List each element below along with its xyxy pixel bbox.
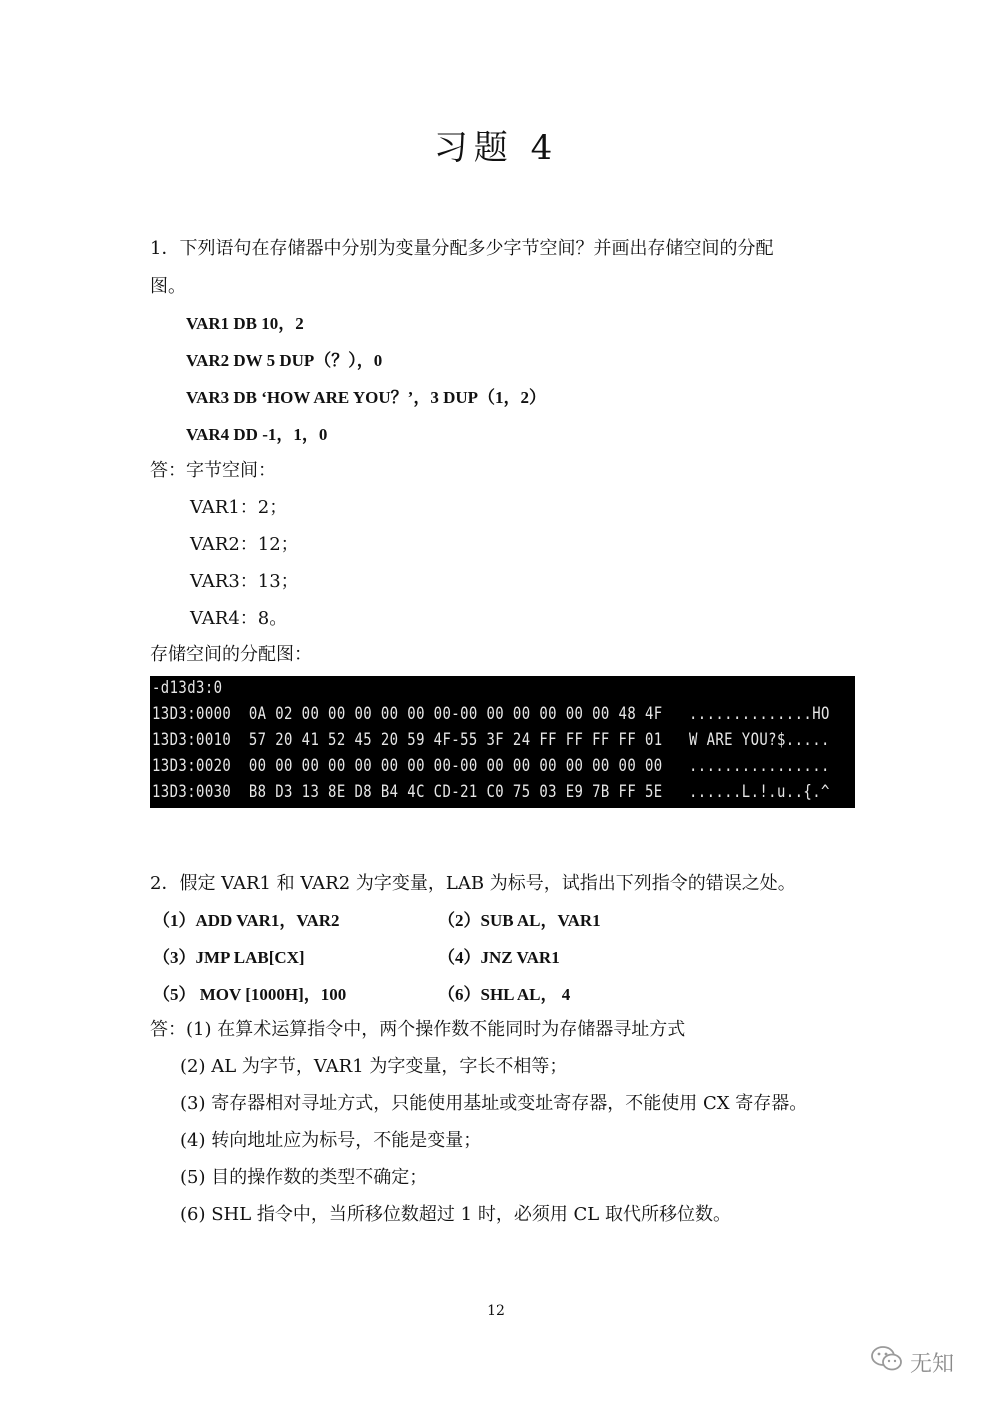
dump-line: 13D3:0010 57 20 41 52 45 20 59 4F-55 3F 24 FF FF FF FF 01 W ARE YOU?$..... bbox=[152, 730, 830, 750]
answer-item: (5) 目的操作数的类型不确定； bbox=[180, 1167, 428, 1188]
instruction-item: （5） MOV [1000H]，100 bbox=[153, 985, 347, 1004]
wechat-icon bbox=[870, 1345, 904, 1379]
answer-item: VAR2：12； bbox=[190, 534, 299, 555]
instruction-item: （1）ADD VAR1，VAR2 bbox=[153, 911, 340, 930]
dump-line: 13D3:0030 B8 D3 13 8E D8 B4 4C CD-21 C0 75 03 E9 7B FF 5E ......L.!.u..{.^ bbox=[152, 782, 830, 802]
instruction-item: （6）SHL AL， 4 bbox=[438, 985, 571, 1004]
page-title: 习题 4 bbox=[433, 128, 559, 168]
code-line: VAR2 DW 5 DUP（？），0 bbox=[186, 351, 383, 370]
watermark-text: 无知 bbox=[910, 1351, 955, 1377]
answer-item: (4) 转向地址应为标号，不能是变量； bbox=[180, 1130, 482, 1151]
answer-label: 答：字节空间： bbox=[150, 460, 276, 481]
instruction-item: （4）JNZ VAR1 bbox=[438, 948, 560, 967]
code-line: VAR3 DB ‘HOW ARE YOU？’，3 DUP（1，2） bbox=[186, 388, 547, 407]
page-number: 12 bbox=[487, 1303, 505, 1319]
question-1-text: 1．下列语句在存储器中分别为变量分配多少字节空间？并画出存储空间的分配 bbox=[150, 238, 774, 259]
answer-item: 答：(1) 在算术运算指令中，两个操作数不能同时为存储器寻址方式 bbox=[150, 1019, 686, 1040]
answer-item: VAR1：2； bbox=[190, 497, 288, 518]
code-line: VAR4 DD -1，1，0 bbox=[186, 425, 328, 444]
dump-line: 13D3:0000 0A 02 00 00 00 00 00 00-00 00 00 00 00 00 48 4F ..............HO bbox=[152, 704, 830, 724]
answer-item: VAR4：8。 bbox=[190, 608, 288, 629]
memory-dump-screenshot bbox=[150, 676, 855, 808]
dump-line: -d13d3:0 bbox=[152, 678, 223, 698]
question-2-text: 2．假定 VAR1 和 VAR2 为字变量，LAB 为标号，试指出下列指令的错误之处。 bbox=[150, 873, 796, 894]
answer-item: (6) SHL 指令中，当所移位数超过 1 时，必须用 CL 取代所移位数。 bbox=[180, 1204, 731, 1225]
watermark bbox=[870, 1345, 954, 1379]
instruction-item: （2）SUB AL，VAR1 bbox=[438, 911, 601, 930]
dump-line: 13D3:0020 00 00 00 00 00 00 00 00-00 00 00 00 00 00 00 00 ................ bbox=[152, 756, 830, 776]
memory-map-label: 存储空间的分配图： bbox=[150, 644, 312, 665]
answer-item: (3) 寄存器相对寻址方式，只能使用基址或变址寄存器，不能使用 CX 寄存器。 bbox=[180, 1093, 808, 1114]
code-line: VAR1 DB 10，2 bbox=[186, 314, 304, 333]
question-1-line-1 bbox=[150, 234, 773, 260]
answer-item: VAR3：13； bbox=[190, 571, 299, 592]
question-1-line-2: 图。 bbox=[150, 276, 186, 297]
instruction-item: （3）JMP LAB[CX] bbox=[153, 948, 305, 967]
answer-item: (2) AL 为字节，VAR1 为字变量，字长不相等； bbox=[180, 1056, 568, 1077]
